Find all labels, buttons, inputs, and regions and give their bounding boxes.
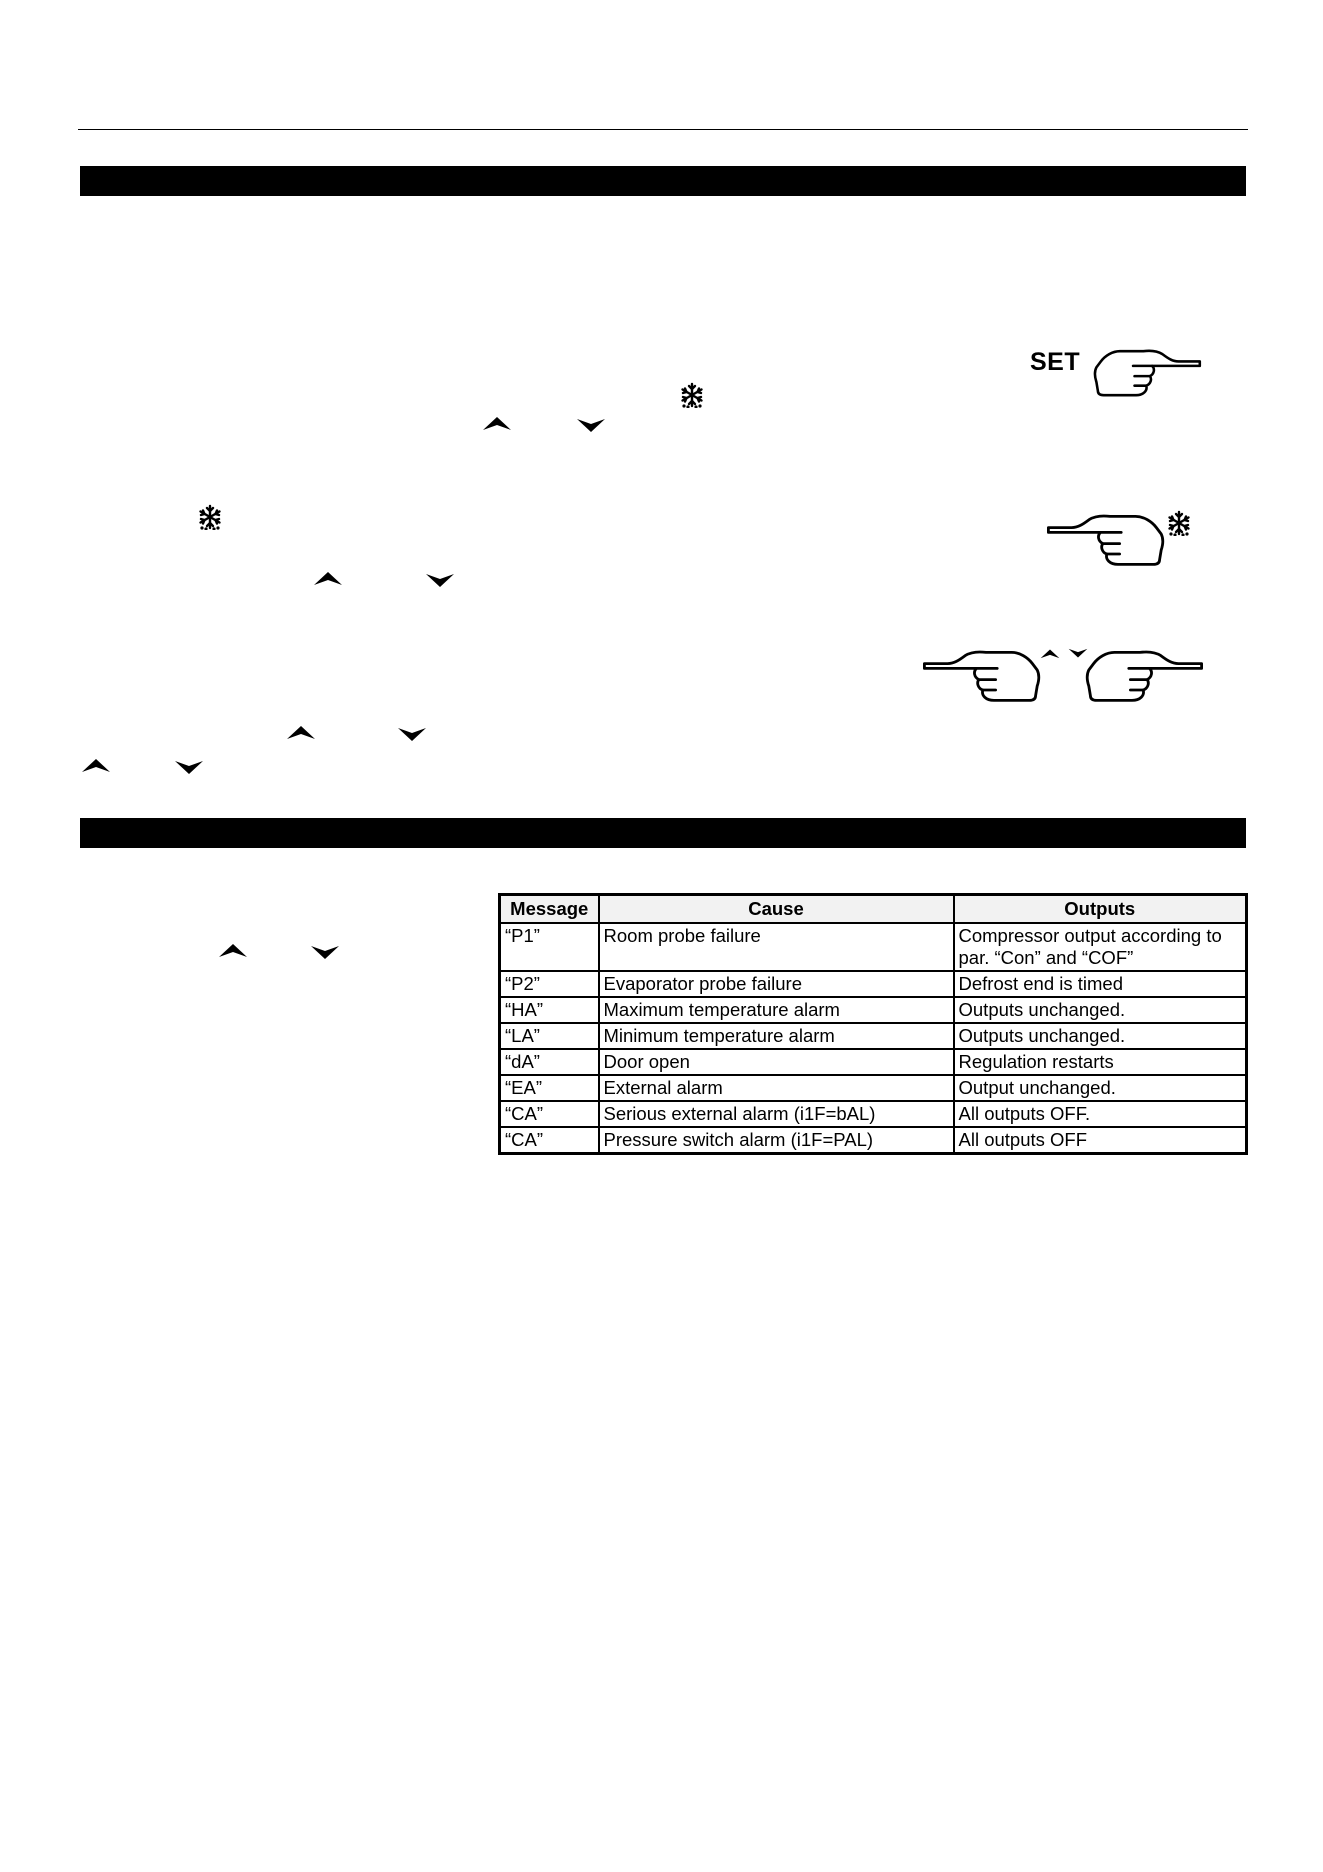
snowflake-defrost-icon (679, 382, 705, 408)
pointing-hand-icon (1092, 337, 1202, 405)
cause-cell: Minimum temperature alarm (599, 1023, 954, 1049)
pointing-hand-icon (922, 640, 1042, 708)
up-arrow-icon (482, 415, 512, 431)
cause-cell: Room probe failure (599, 923, 954, 971)
table-row (500, 1101, 1247, 1127)
pointing-hand-icon (1046, 504, 1166, 572)
alarm-signals-table (498, 893, 1248, 1155)
down-arrow-icon (425, 573, 455, 589)
outputs-cell: Outputs unchanged. (954, 1023, 1247, 1049)
section-heading-bar-keyboard (80, 166, 1246, 196)
table-row (500, 1049, 1247, 1075)
column-header-cause: Cause (599, 895, 954, 924)
table-row (500, 971, 1247, 997)
message-cell: “HA” (500, 997, 599, 1023)
pointing-hand-icon (1084, 640, 1204, 708)
message-cell: “CA” (500, 1101, 599, 1127)
outputs-cell: All outputs OFF (954, 1127, 1247, 1154)
outputs-cell: Regulation restarts (954, 1049, 1247, 1075)
table-row (500, 997, 1247, 1023)
outputs-cell: Output unchanged. (954, 1075, 1247, 1101)
up-arrow-icon (218, 942, 248, 958)
cause-cell: Evaporator probe failure (599, 971, 954, 997)
cause-cell: Pressure switch alarm (i1F=PAL) (599, 1127, 954, 1154)
message-cell: “dA” (500, 1049, 599, 1075)
message-cell: “P2” (500, 971, 599, 997)
message-cell: “P1” (500, 923, 599, 971)
cause-cell: Maximum temperature alarm (599, 997, 954, 1023)
down-arrow-icon (310, 945, 340, 961)
outputs-cell: All outputs OFF. (954, 1101, 1247, 1127)
up-arrow-icon (1040, 648, 1060, 659)
outputs-cell: Compressor output according to par. “Con” and “COF” (954, 923, 1247, 971)
message-cell: “CA” (500, 1127, 599, 1154)
column-header-outputs: Outputs (954, 895, 1247, 924)
table-row (500, 1127, 1247, 1154)
up-arrow-icon (81, 757, 111, 773)
message-cell: “EA” (500, 1075, 599, 1101)
table-row (500, 1023, 1247, 1049)
cause-cell: External alarm (599, 1075, 954, 1101)
column-header-message: Message (500, 895, 599, 924)
snowflake-defrost-icon (1166, 510, 1192, 536)
up-arrow-icon (313, 570, 343, 586)
section-heading-bar-alarms (80, 818, 1246, 848)
table-header-row (500, 895, 1247, 924)
message-cell: “LA” (500, 1023, 599, 1049)
cause-cell: Serious external alarm (i1F=bAL) (599, 1101, 954, 1127)
cause-cell: Door open (599, 1049, 954, 1075)
up-arrow-icon (286, 724, 316, 740)
outputs-cell: Outputs unchanged. (954, 997, 1247, 1023)
table-row (500, 923, 1247, 971)
outputs-cell: Defrost end is timed (954, 971, 1247, 997)
down-arrow-icon (174, 760, 204, 776)
table-row (500, 1075, 1247, 1101)
down-arrow-icon (397, 727, 427, 743)
set-key-label: SET (1030, 348, 1081, 376)
snowflake-defrost-icon (197, 504, 223, 530)
down-arrow-icon (576, 418, 606, 434)
header-rule (78, 129, 1248, 130)
